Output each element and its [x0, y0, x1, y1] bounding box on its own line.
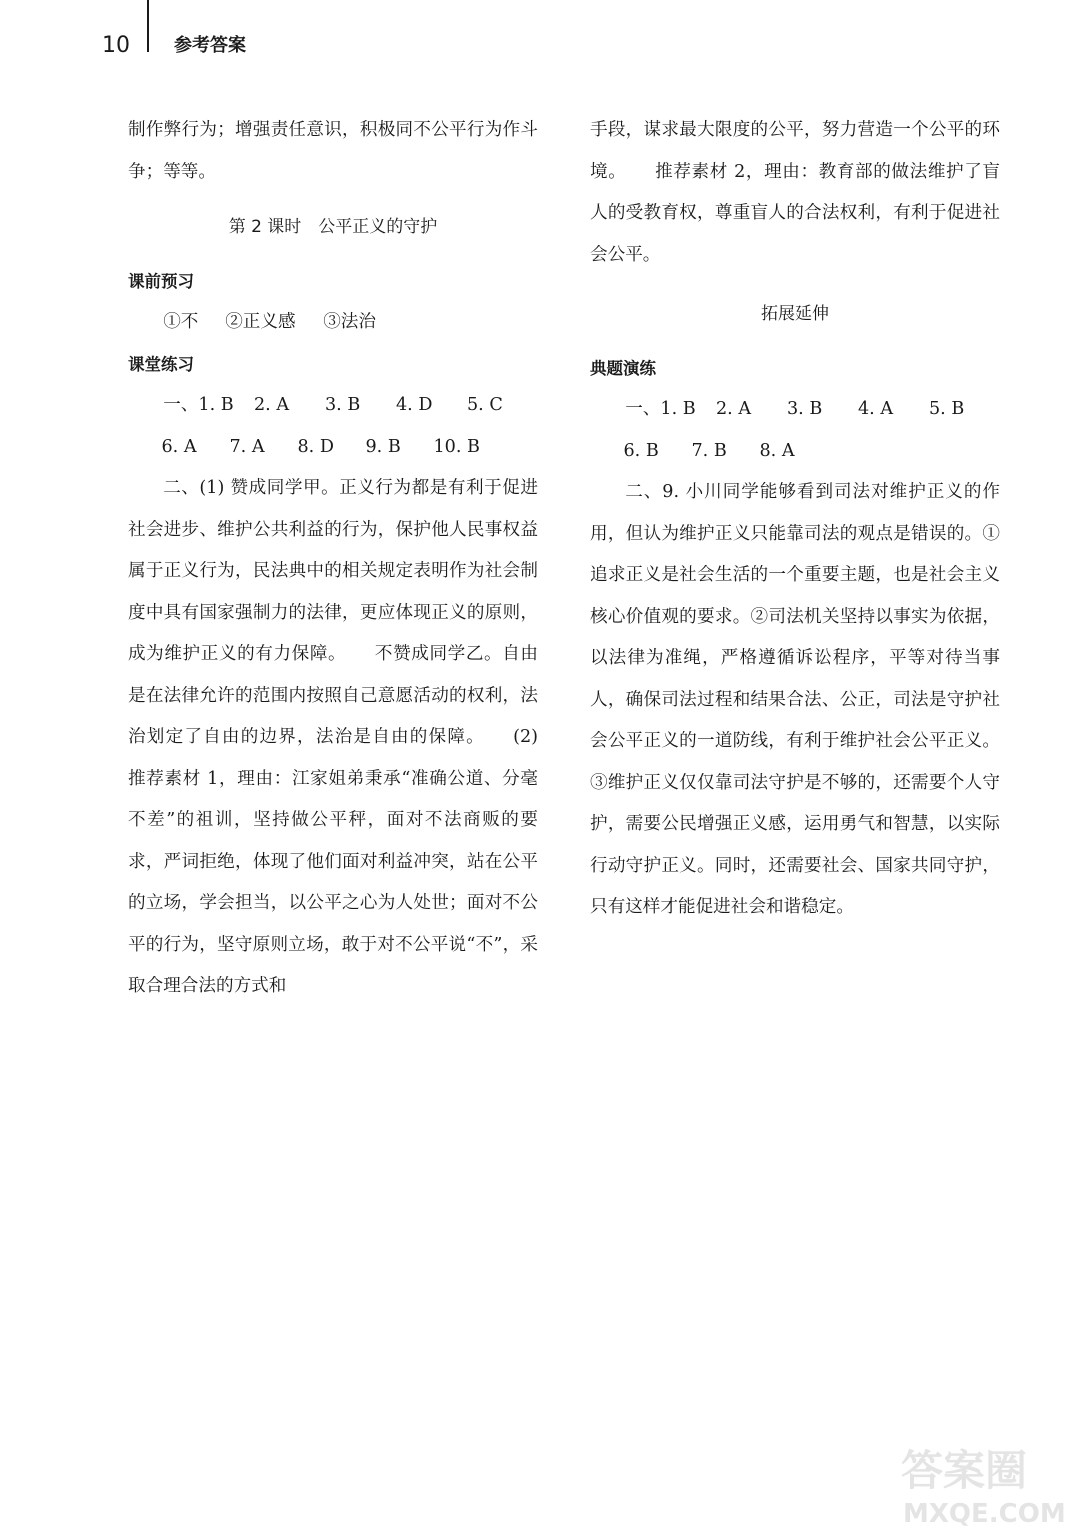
preview-answer: ③法治	[323, 312, 376, 332]
question-9-answer: 二、9. 小川同学能够看到司法对维护正义的作用，但认为维护正义只能靠司法的观点是错误的。①追求正义是社会生活的一个重要主题，也是社会主义核心价值观的要求。②司法机关坚持以事实为依据，以法律为准绳，严格遵循诉讼程序，平等对待当事人，确保司法过程和结果合法、公正，司法是守护社会公平正义的一道防线，有利于维护社会公平正义。③维护正义仅仅靠司法守护是不够的，还需要个人守护，需要公民增强正义感，运用勇气和智慧，以实际行动守护正义。同时，还需要社会、国家共同守护，只有这样才能促进社会和谐稳定。	[590, 482, 1000, 917]
practice-answer: 6. A	[161, 436, 197, 457]
right-continuation-text	[590, 110, 1000, 276]
header-title: 参考答案	[174, 35, 246, 56]
lesson-title: 第 2 课时 公平正义的守护	[228, 217, 438, 237]
practice-answer: 一、1. B	[163, 395, 234, 415]
watermark-text: 答案圈	[901, 1446, 1028, 1495]
right-column	[590, 110, 1000, 929]
drill-answers-row-1	[590, 389, 1000, 431]
practice-answer: 2. A	[253, 395, 290, 415]
drill-heading: 典题演练	[590, 358, 656, 378]
drill-answer: 7. B	[691, 440, 727, 461]
right-cont-2: 推荐素材 2，理由：教育部的做法维护了盲人的受教育权，尊重盲人的合法权利，有利于促进社会公平。	[590, 161, 1000, 265]
question-2-part-1: 二、(1) 赞成同学甲。正义行为都是有利于促进社会进步、维护公共利益的行为，保护他人民事权益属于正义行为，民法典中的相关规定表明作为社会制度中具有国家强制力的法律，更应体现正义的原则，成为维护正义的有力保障。	[128, 478, 538, 664]
preview-answer: ②正义感	[225, 312, 296, 332]
preview-answers	[128, 302, 538, 344]
practice-answer: 3. B	[324, 395, 361, 415]
practice-answer: 9. B	[365, 436, 401, 457]
watermark-url: MXQE.COM	[903, 1499, 1065, 1529]
header-divider	[147, 0, 149, 52]
practice-answers-row-1	[128, 385, 538, 427]
drill-answer: 5. B	[928, 399, 965, 419]
practice-answer: 5. C	[466, 395, 503, 415]
left-column	[128, 110, 538, 1008]
practice-answer: 10. B	[433, 436, 480, 457]
practice-answer: 7. A	[229, 436, 265, 457]
drill-answer: 8. A	[759, 440, 795, 461]
drill-answer: 6. B	[623, 440, 659, 461]
practice-heading: 课堂练习	[128, 354, 194, 374]
left-continuation-text: 制作弊行为；增强责任意识，积极同不公平行为作斗争；等等。	[128, 120, 538, 182]
page-number: 10	[102, 33, 130, 58]
practice-answers-row-2	[128, 427, 538, 469]
question-2-answer	[128, 468, 538, 1008]
question-2-part-2: 不赞成同学乙。自由是在法律允许的范围内按照自己意愿活动的权利，法治划定了自由的边界，法治是自由的保障。	[128, 644, 538, 747]
preview-answer: ①不	[163, 312, 199, 332]
right-cont-1: 手段，谋求最大限度的公平，努力营造一个公平的环境。	[590, 120, 1000, 182]
question-2-part-3: (2) 推荐素材 1，理由：江家姐弟秉承“准确公道、分毫不差”的祖训，坚持做公平秤，面对不法商贩的要求，严词拒绝，体现了他们面对利益冲突，站在公平的立场，学会担当，以公平之心为人处世；面对不公平的行为，坚守原则立场，敢于对不公平说“不”，采取合理合法的方式和	[128, 727, 538, 996]
practice-answer: 4. D	[395, 395, 433, 415]
watermark-graphic	[895, 1430, 1065, 1530]
practice-answer: 8. D	[297, 436, 334, 457]
extend-title: 拓展延伸	[761, 304, 829, 324]
drill-answer: 一、1. B	[625, 399, 696, 419]
preview-heading: 课前预习	[128, 271, 194, 291]
drill-answers-row-2	[590, 431, 1000, 473]
watermark-logo	[895, 1430, 1065, 1530]
drill-answer: 2. A	[715, 399, 752, 419]
drill-answer: 4. A	[857, 399, 894, 419]
drill-answer: 3. B	[786, 399, 823, 419]
